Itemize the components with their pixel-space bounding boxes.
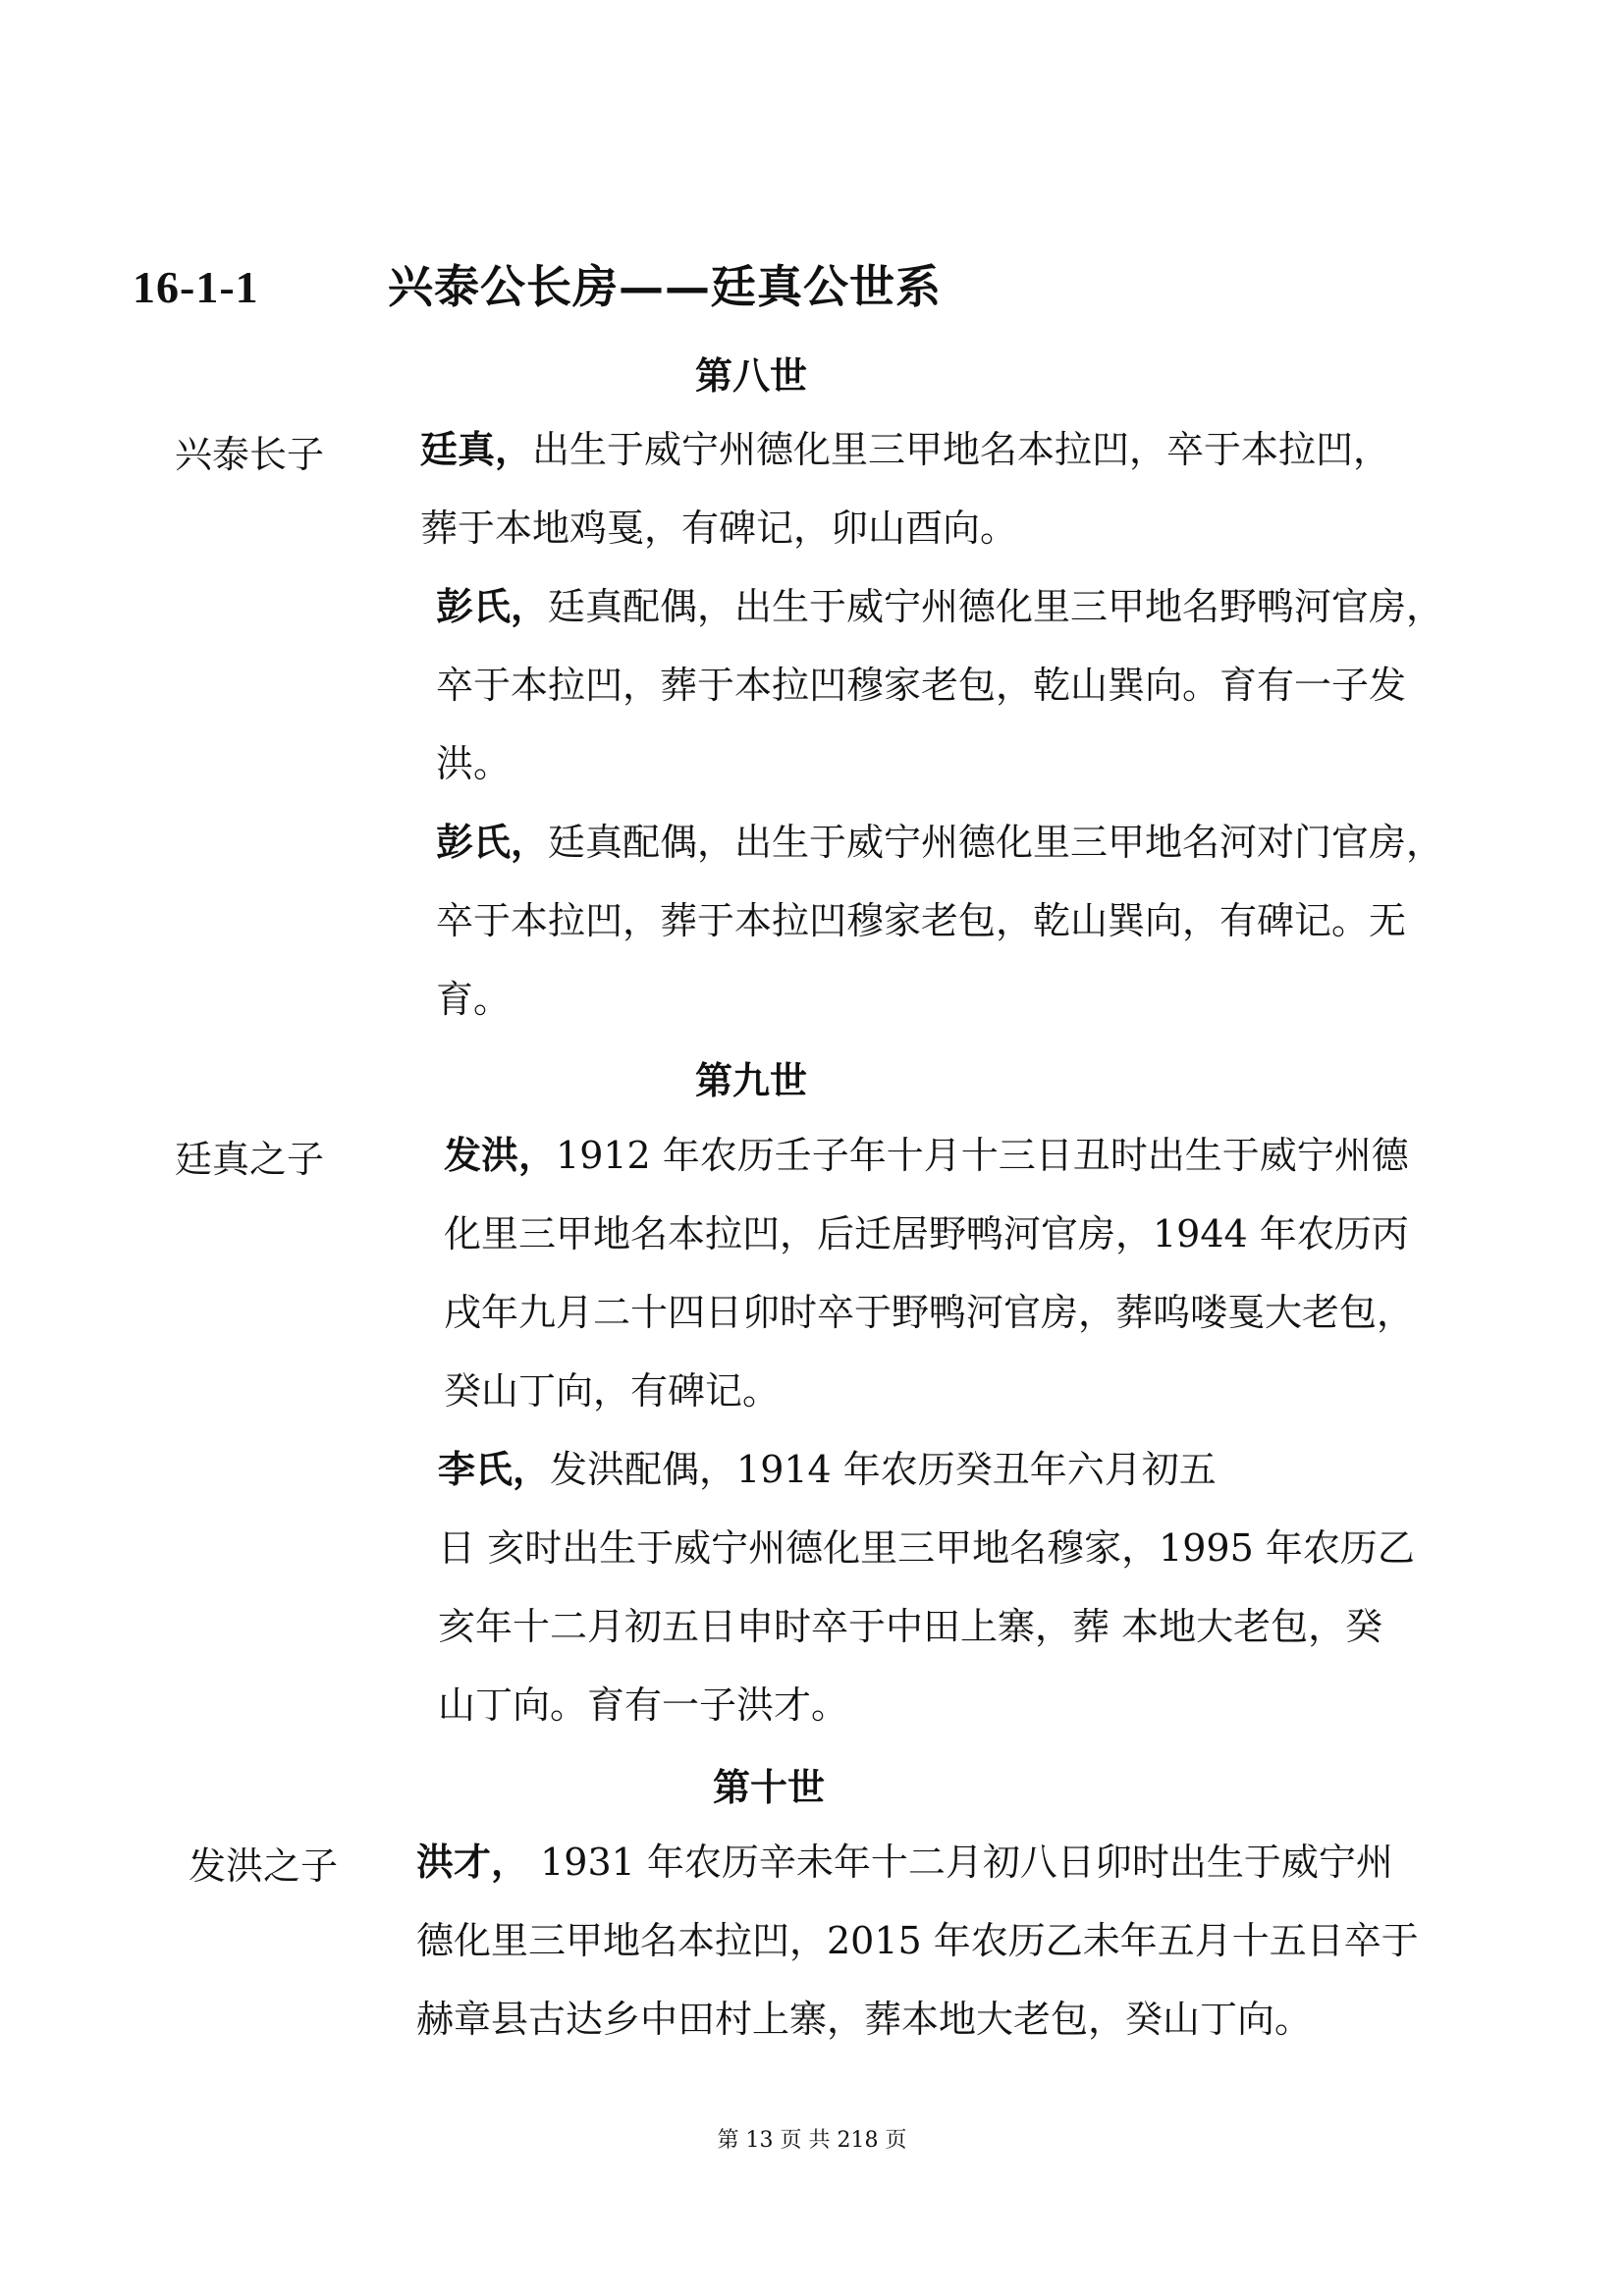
entry-line (436, 646, 1443, 724)
entry-text: 化里三甲地名本拉凹，后迁居野鸭河官房，1944 年农历丙 (444, 1212, 1409, 1255)
entry-line (444, 1116, 1414, 1195)
entry-text: 德化里三甲地名本拉凹，2015 年农历乙未年五月十五日卒于 (416, 1919, 1419, 1962)
person-entry (444, 1116, 1414, 1430)
person-entry (436, 567, 1443, 803)
person-entry (416, 1823, 1419, 2058)
entry-line (436, 724, 1443, 803)
person-entry (438, 1430, 1415, 1744)
entry-text: 赫章县古达乡中田村上寨，葬本地大老包，癸山丁向。 (416, 1998, 1313, 2041)
page-footer: 第 13 页 共 218 页 (717, 2128, 907, 2153)
person-name: 彭氏， (436, 584, 549, 628)
entry-text: 卒于本拉凹，葬于本拉凹穆家老包，乾山巽向。育有一子发 (436, 664, 1407, 707)
entry-text: 山丁向。育有一子洪才。 (438, 1683, 849, 1727)
entry-text: 葬于本地鸡戛，有碑记，卯山酉向。 (420, 507, 1018, 550)
entry-text: 廷真配偶，出生于威宁州德化里三甲地名河对门官房， (548, 821, 1444, 864)
entry-line (436, 960, 1443, 1039)
entry-line (444, 1195, 1414, 1273)
entry-text: 洪。 (436, 742, 512, 785)
person-name: 李氏， (438, 1447, 551, 1491)
entry-text: 卒于本拉凹，葬于本拉凹穆家老包，乾山巽向，有碑记。无 (436, 899, 1407, 942)
person-name: 彭氏， (436, 820, 549, 864)
generation-relation: 发洪之子 (189, 1844, 339, 1888)
entry-line (438, 1666, 1415, 1744)
entry-line (416, 1980, 1419, 2058)
entry-text: 育。 (436, 978, 512, 1021)
generation-relation: 廷真之子 (175, 1138, 325, 1181)
entry-line (436, 803, 1443, 881)
entry-line (416, 1823, 1419, 1901)
entry-text: 发洪配偶，1914 年农历癸丑年六月初五 (550, 1448, 1217, 1491)
entry-line (444, 1352, 1414, 1430)
generation-heading: 第十世 (712, 1765, 825, 1809)
entry-text: 亥年十二月初五日申时卒于中田上寨，葬 本地大老包，癸 (438, 1605, 1383, 1648)
entry-line (416, 1901, 1419, 1980)
entry-text: 1931 年农历辛未年十二月初八日卯时出生于威宁州 (528, 1841, 1393, 1884)
entry-line (438, 1509, 1415, 1587)
generation-relation: 兴泰长子 (175, 433, 325, 476)
person-name: 洪才， (416, 1840, 529, 1884)
entry-text: 1912 年农历壬子年十月十三日丑时出生于威宁州德 (556, 1134, 1409, 1177)
section-title-text: 兴泰公长房——廷真公世系 (388, 260, 942, 313)
generation-heading: 第八世 (694, 353, 807, 398)
entry-text: 戌年九月二十四日卯时卒于野鸭河官房，葬呜喽戛大老包， (444, 1291, 1415, 1334)
section-title (133, 251, 942, 316)
section-number: 16-1-1 (133, 262, 259, 312)
person-name: 发洪， (444, 1133, 557, 1177)
entry-line (444, 1273, 1414, 1352)
entry-text: 日 亥时出生于威宁州德化里三甲地名穆家，1995 年农历乙 (438, 1526, 1415, 1570)
entry-line (436, 567, 1443, 646)
entry-line (420, 489, 1390, 567)
entry-text: 癸山丁向，有碑记。 (444, 1369, 781, 1413)
person-name: 廷真， (420, 427, 533, 471)
entry-text: 廷真配偶，出生于威宁州德化里三甲地名野鸭河官房， (548, 585, 1444, 628)
generation-heading: 第九世 (694, 1058, 807, 1102)
entry-line (438, 1430, 1415, 1509)
entry-line (436, 881, 1443, 960)
person-entry (436, 803, 1443, 1039)
entry-text: 出生于威宁州德化里三甲地名本拉凹，卒于本拉凹， (532, 428, 1391, 471)
entry-line (420, 410, 1390, 489)
entry-line (438, 1587, 1415, 1666)
person-entry (420, 410, 1390, 567)
